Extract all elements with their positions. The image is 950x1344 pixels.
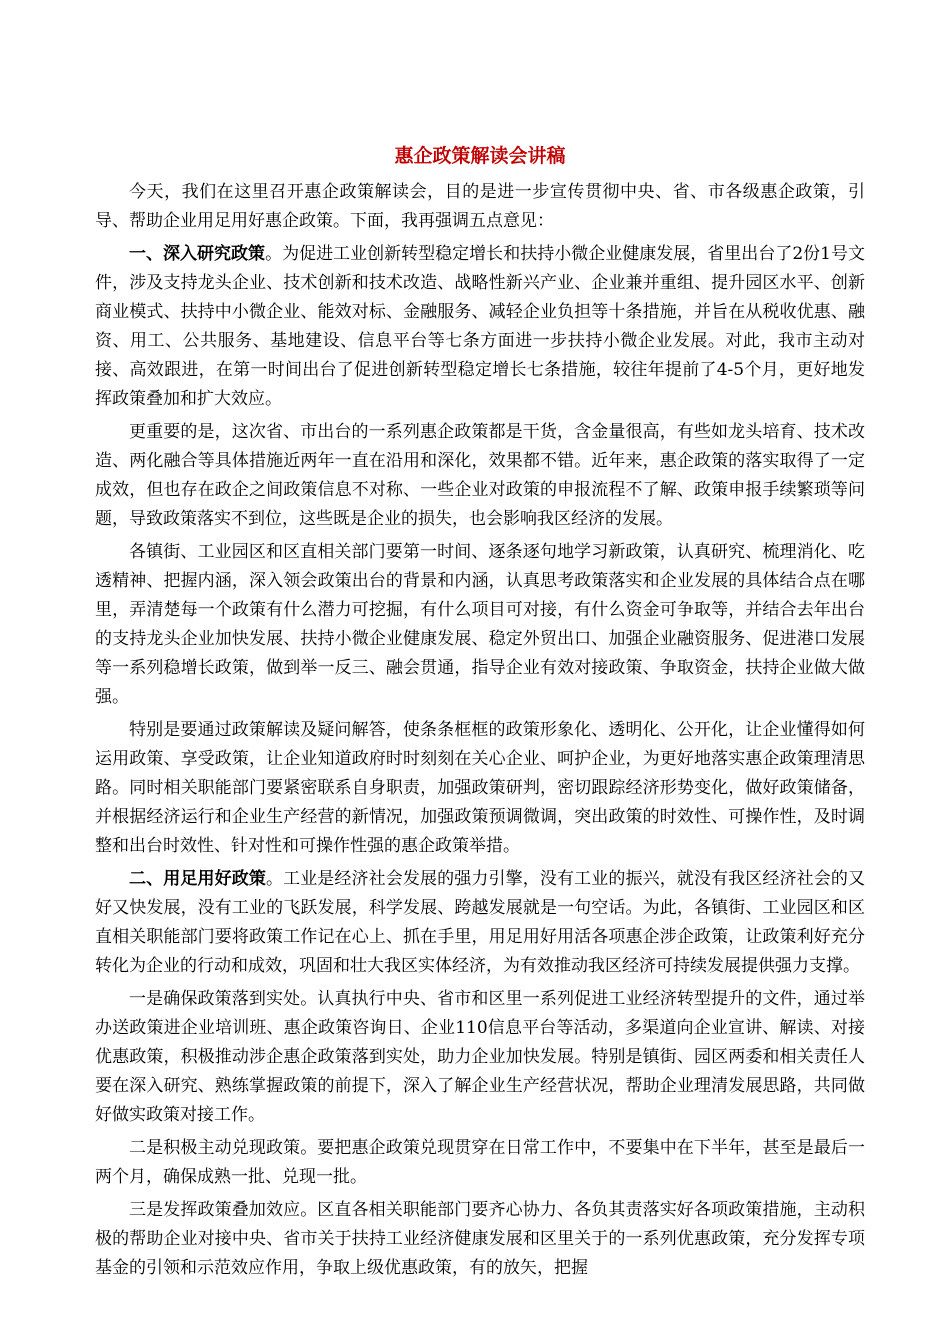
section-1-paragraph [95, 240, 865, 414]
paragraph-more-important: 更重要的是，这次省、市出台的一系列惠企政策都是干货，含金量很高，有些如龙头培育、技术改造、两化融合等具体措施近两年一直在沿用和深化，效果都不错。近年来，惠企政策的落实取得了一定成效，但也存在政企之间政策信息不对称、一些企业对政策的申报流程不了解、政策申报手续繁琐等问题，导致政策落实不到位，这些既是企业的损失，也会影响我区经济的发展。 [95, 422, 865, 529]
section-1-body: 。为促进工业创新转型稳定增长和扶持小微企业健康发展，省里出台了2份1号文件，涉及支持龙头企业、技术创新和技术改造、战略性新兴产业、企业兼并重组、提升园区水平、创新商业模式、扶持中小微企业、能效对标、金融服务、减轻企业负担等十条措施，并旨在从税收优惠、融资、用工、公共服务、基地建设、信息平台等七条方面进一步扶持小微企业发展。对此，我市主动对接、高效跟进，在第一时间出台了促进创新转型稳定增长七条措施，较往年提前了4-5个月，更好地发挥政策叠加和扩大效应。 [95, 244, 866, 409]
section-2-paragraph [95, 865, 865, 981]
document-body [95, 140, 865, 1287]
point-2-paragraph: 二是积极主动兑现政策。要把惠企政策兑现贯穿在日常工作中，不要集中在下半年，甚至是最后一两个月，确保成熟一批、兑现一批。 [95, 1138, 865, 1187]
paragraph-especially: 特别是要通过政策解读及疑问解答，使条条框框的政策形象化、透明化、公开化，让企业懂得如何运用政策、享受政策，让企业知道政府时时刻刻在关心企业、呵护企业，为更好地落实惠企政策理清思路。同时相关职能部门要紧密联系自身职责，加强政策研判，密切跟踪经济形势变化，做好政策储备，并根据经济运行和企业生产经营的新情况，加强政策预调微调，突出政策的时效性、可操作性，及时调整和出台时效性、针对性和可操作性强的惠企政策举措。 [95, 720, 865, 856]
section-2-heading: 二、用足用好政策 [129, 869, 266, 889]
point-1-paragraph: 一是确保政策落到实处。认真执行中央、省市和区里一系列促进工业经济转型提升的文件，通过举办送政策进企业培训班、惠企政策咨询日、企业110信息平台等活动，多渠道向企业宣讲、解读、对接优惠政策，积极推动涉企惠企政策落到实处，助力企业加快发展。特别是镇街、园区两委和相关责任人要在深入研究、熟练掌握政策的前提下，深入了解企业生产经营状况，帮助企业理清发展思路，共同做好做实政策对接工作。 [95, 989, 865, 1125]
document-title: 惠企政策解读会讲稿 [394, 145, 566, 167]
point-3-paragraph: 三是发挥政策叠加效应。区直各相关职能部门要齐心协力、各负其责落实好各项政策措施，主动积极的帮助企业对接中央、省市关于扶持工业经济健康发展和区里关于的一系列优惠政策，充分发挥专项基金的引领和示范效应作用，争取上级优惠政策，有的放矢，把握 [95, 1200, 865, 1278]
paragraph-towns: 各镇街、工业园区和区直相关部门要第一时间、逐条逐句地学习新政策，认真研究、梳理消化、吃透精神、把握内涵，深入领会政策出台的背景和内涵，认真思考政策落实和企业发展的具体结合点在哪里，弄清楚每一个政策有什么潜力可挖掘，有什么项目可对接，有什么资金可争取等，并结合去年出台的支持龙头企业加快发展、扶持小微企业健康发展、稳定外贸出口、加强企业融资服务、促进港口发展等一系列稳增长政策，做到举一反三、融会贯通，指导企业有效对接政策、争取资金，扶持企业做大做强。 [95, 542, 865, 707]
section-2-body: 。工业是经济社会发展的强力引擎，没有工业的振兴，就没有我区经济社会的又好又快发展，没有工业的飞跃发展，科学发展、跨越发展就是一句空话。为此，各镇街、工业园区和区直相关职能部门要将政策工作记在心上、抓在手里，用足用好用活各项惠企涉企政策，让政策利好充分转化为企业的行动和成效，巩固和壮大我区实体经济，为有效推动我区经济可持续发展提供强力支撑。 [95, 869, 865, 976]
section-1-heading: 一、深入研究政策 [129, 244, 266, 264]
intro-paragraph: 今天，我们在这里召开惠企政策解读会，目的是进一步宣传贯彻中央、省、市各级惠企政策，引导、帮助企业用足用好惠企政策。下面，我再强调五点意见： [95, 182, 865, 231]
